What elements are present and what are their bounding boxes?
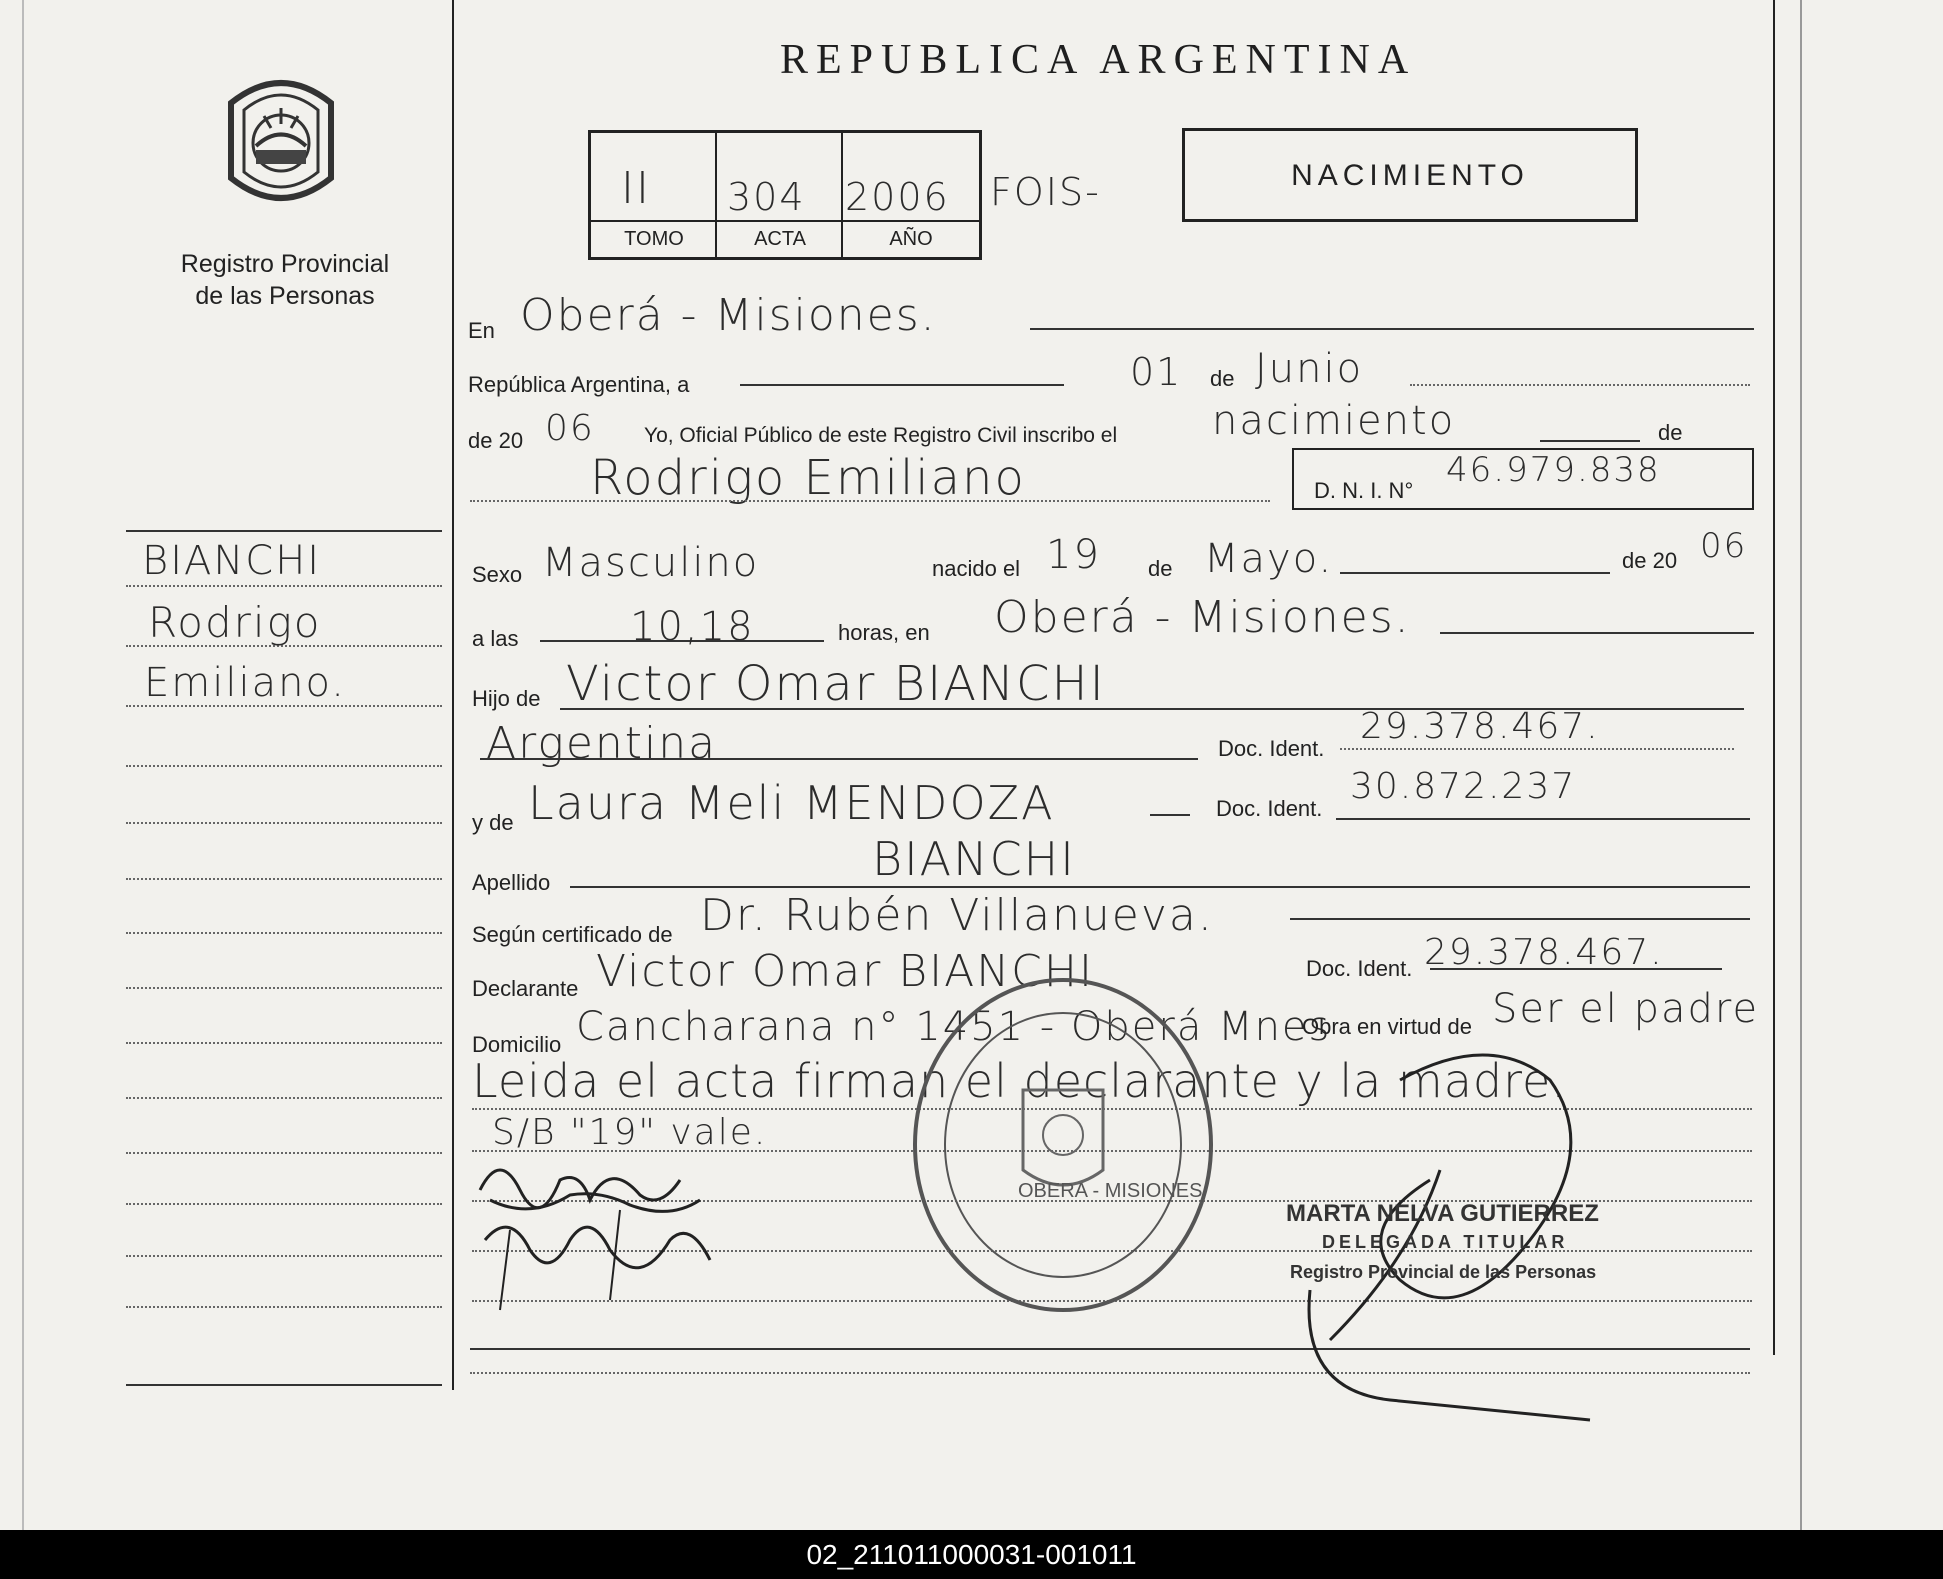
apellido-label: Apellido [472,870,551,895]
inscribo-value: nacimiento [1212,398,1456,444]
nacido-year: 06 [1700,526,1748,566]
yde-label: y de [472,810,514,835]
name-value: Rodrigo Emiliano [590,450,1026,506]
page-right-edge [1800,0,1802,1530]
apellido-value: BIANCHI [872,832,1076,886]
de-label-3: de [1148,556,1173,581]
de-label-1: de [1210,366,1235,391]
declarante-value: Victor Omar BIANCHI [596,946,1094,997]
document-type-box [1182,128,1638,222]
obra-value: Ser el padre [1492,986,1760,1032]
dni-box [1292,448,1754,510]
officer-name: MARTA NELVA GUTIERREZ [1286,1200,1599,1227]
year-label: de 20 [468,428,524,453]
registry-line-2: de las Personas [195,282,375,310]
margin-name-2: Emiliano. [144,660,346,706]
nacido-day: 19 [1046,532,1101,578]
stamp-inner-text: OBERA - MISIONES [1018,1180,1203,1202]
declarant-signature-icon [470,1150,730,1320]
doc1-label: Doc. Ident. [1218,736,1325,761]
registry-title [120,248,450,312]
horas-label: horas, en [838,620,930,645]
domicilio-value: Cancharana n° 1451 - Oberá Mnes [576,1004,1332,1050]
right-frame-line [1773,0,1775,1355]
document-title: REPUBLICA ARGENTINA [780,37,1417,83]
hijo-label: Hijo de [472,686,541,711]
segun-label: Según certificado de [472,922,673,947]
acta-label: ACTA [754,228,806,250]
anio-label: AÑO [889,228,933,250]
dni-value: 46.979.838 [1446,450,1661,490]
doc2-label: Doc. Ident. [1216,796,1323,821]
doc1-value: 29.378.467. [1360,706,1600,747]
doc3-label: Doc. Ident. [1306,956,1413,981]
en-value: Oberá - Misiones. [520,290,937,341]
alas-label: a las [472,626,519,651]
sexo-label: Sexo [472,562,523,587]
doc3-value: 29.378.467. [1424,932,1664,973]
hora-value: 10,18 [630,604,755,650]
obra-label: Obra en virtud de [1302,1014,1472,1039]
dni-label: D. N. I. N° [1314,478,1414,503]
nacido-month: Mayo. [1204,536,1334,582]
nacido-label: nacido el [932,556,1021,581]
officer-office: Registro Provincial de las Personas [1290,1262,1597,1282]
tomo-label: TOMO [624,228,684,250]
margin-name-1: Rodrigo [148,598,322,647]
en-label: En [468,318,495,343]
page-edge [22,0,24,1530]
acta-value: 304 [727,175,806,219]
padre-nacionalidad: Argentina [486,718,718,769]
tomo-value: II [621,163,651,214]
rep-label: República Argentina, a [468,372,690,397]
de-label-2: de [1658,420,1683,445]
month-value: Junio [1255,346,1364,392]
sexo-value: Masculino [542,540,760,586]
madre-value: Laura Meli MENDOZA [528,776,1055,830]
image-id-footer: 02_211011000031-001011 [0,1530,1943,1579]
lugar-value: Oberá - Misiones. [994,592,1411,643]
domicilio-label: Domicilio [472,1032,562,1057]
registry-line-1: Registro Provincial [180,250,390,278]
year-value: 06 [545,408,595,449]
folio-value: FOIS- [990,170,1101,214]
padre-value: Victor Omar BIANCHI [566,656,1106,712]
officer-title: DELEGADA TITULAR [1322,1232,1569,1252]
day-value: 01 [1130,350,1183,394]
tomo-acta-table [588,130,982,260]
official-stamp-icon [908,970,1218,1320]
column-divider [452,0,454,1390]
segun-value: Dr. Rubén Villanueva. [700,890,1214,941]
de20-label: de 20 [1622,548,1678,573]
document-type: NACIMIENTO [1291,159,1529,192]
nota-2: S/B "19" vale. [492,1112,768,1153]
provincial-seal-icon [216,68,346,218]
yo-label: Yo, Oficial Público de este Registro Civil inscribo el [644,424,1118,447]
margin-surname: BIANCHI [142,538,322,584]
declarante-label: Declarante [472,976,579,1001]
doc2-value: 30.872.237 [1350,766,1577,807]
nota-1: Leida el acta firman el declarante y la madre. [472,1054,1567,1108]
anio-value: 2006 [845,175,950,219]
